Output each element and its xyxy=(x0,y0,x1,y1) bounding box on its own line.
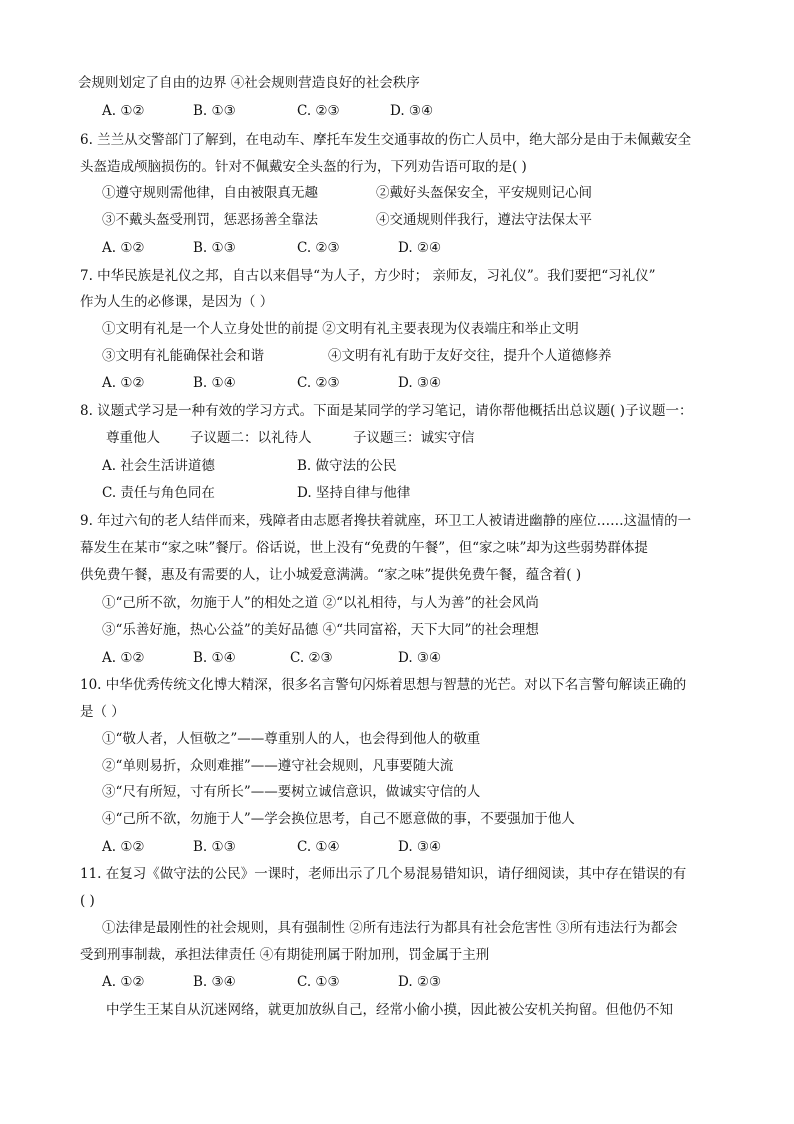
statement-4: ④文明有礼有助于友好交往，提升个人道德修养 xyxy=(328,348,612,364)
option-c: C. 责任与角色同在 xyxy=(102,485,215,501)
option-b: B. 做守法的公民 xyxy=(297,458,397,474)
option-c: C. ①③ xyxy=(297,974,340,990)
option-c: C. ②③ xyxy=(297,103,340,119)
option-d: D. ③④ xyxy=(398,375,442,391)
question-12-stem: 中学生王某自从沉迷网络，就更加放纵自己，经常小偷小摸，因此被公安机关拘留。但他仍不知 xyxy=(106,1002,673,1018)
statement-line: ③“乐善好施，热心公益”的美好品德 ④“共同富裕，天下大同”的社会理想 xyxy=(102,622,539,638)
option-c: C. ②③ xyxy=(297,375,340,391)
option-c: C. ②③ xyxy=(290,650,333,666)
option-b: B. ①③ xyxy=(193,240,236,256)
question-8-stem: 8. 议题式学习是一种有效的学习方式。下面是某同学的学习笔记，请你帮他概括出总议题( )子议题一： xyxy=(80,403,693,419)
question-9-stem: 9. 年过六旬的老人结伴而来，残障者由志愿者搀扶着就座，环卫工人被请进幽静的座位……这温情的一 xyxy=(80,513,692,529)
option-a: A. ①② xyxy=(102,103,145,119)
question-10-stem: 是（ ） xyxy=(80,704,125,720)
statement-line: 受到刑事制裁，承担法律责任 ④有期徒刑属于附加刑，罚金属于主刑 xyxy=(80,947,490,963)
statement-3: ③不戴头盔受刑罚，惩恶扬善全靠法 xyxy=(102,212,318,228)
statement-line: ①法律是最刚性的社会规则，具有强制性 ②所有违法行为都具有社会危害性 ③所有违法行为都会 xyxy=(102,920,678,936)
sub-topic-3: 子议题三：诚实守信 xyxy=(353,430,475,446)
option-b: B. ①③ xyxy=(193,103,236,119)
option-a: A. 社会生活讲道德 xyxy=(102,458,215,474)
option-d: D. ②④ xyxy=(398,240,442,256)
question-11-stem: ( ) xyxy=(80,893,95,909)
statement-2: ②“单则易折，众则难摧”——遵守社会规则，凡事要随大流 xyxy=(102,758,454,774)
statement-4: ④“己所不欲，勿施于人”—学会换位思考，自己不愿意做的事，不要强加于他人 xyxy=(102,811,575,827)
statement-1: ①遵守规则需他律，自由被限真无趣 xyxy=(102,185,318,201)
question-10-stem: 10. 中华优秀传统文化博大精深，很多名言警句闪烁着思想与智慧的光芒。对以下名言警句解读正确的 xyxy=(80,677,687,693)
question-9-stem: 供免费午餐，惠及有需要的人，让小城爱意满满。“家之味”提供免费午餐，蕴含着( ) xyxy=(80,567,582,583)
option-b: B. ①④ xyxy=(193,650,236,666)
option-c: C. ②③ xyxy=(297,240,340,256)
question-6-stem: 6. 兰兰从交警部门了解到，在电动车、摩托车发生交通事故的伤亡人员中，绝大部分是由于未佩戴安全 xyxy=(80,132,692,148)
option-b: B. ①③ xyxy=(193,839,236,855)
option-a: A. ①② xyxy=(102,650,145,666)
option-a: A. ①② xyxy=(102,974,145,990)
statement-4: ④交通规则伴我行，遵法守法保太平 xyxy=(376,212,592,228)
option-d: D. ③④ xyxy=(398,839,442,855)
option-d: D. ③④ xyxy=(398,650,442,666)
option-b: B. ③④ xyxy=(193,974,236,990)
statement-3: ③“尺有所短，寸有所长”——要树立诚信意识，做诚实守信的人 xyxy=(102,784,481,800)
option-d: D. ③④ xyxy=(390,103,434,119)
question-6-stem: 头盔造成颅脑损伤的。针对不佩戴安全头盔的行为，下列劝告语可取的是( ) xyxy=(80,159,527,175)
statement-line: ①“己所不欲，勿施于人”的相处之道 ②“以礼相待，与人为善”的社会风尚 xyxy=(102,595,539,611)
option-d: D. ②③ xyxy=(398,974,442,990)
statement-3: ③文明有礼能确保社会和谐 xyxy=(102,348,264,364)
option-a: A. ①② xyxy=(102,839,145,855)
question-7-stem: 作为人生的必修课，是因为（ ） xyxy=(80,294,274,310)
question-11-stem: 11. 在复习《做守法的公民》一课时，老师出示了几个易混易错知识，请仔细阅读，其中存在错误的有 xyxy=(80,866,687,882)
sub-topic-2: 子议题二：以礼待人 xyxy=(190,430,312,446)
option-a: A. ①② xyxy=(102,240,145,256)
statement-line: ①文明有礼是一个人立身处世的前提 ②文明有礼主要表现为仪表端庄和举止文明 xyxy=(102,321,579,337)
statement-2: ②戴好头盔保安全，平安规则记心间 xyxy=(376,185,592,201)
text-line: 会规则划定了自由的边界 ④社会规则营造良好的社会秩序 xyxy=(78,75,420,91)
option-c: C. ①④ xyxy=(297,839,340,855)
option-d: D. 坚持自律与他律 xyxy=(297,485,411,501)
option-a: A. ①② xyxy=(102,375,145,391)
statement-1: ①“敬人者，人恒敬之”——尊重别人的人，也会得到他人的敬重 xyxy=(102,731,481,747)
option-b: B. ①④ xyxy=(193,375,236,391)
sub-topic-1: 尊重他人 xyxy=(106,430,160,446)
question-7-stem: 7. 中华民族是礼仪之邦，自古以来倡导“为人子，方少时； 亲师友，习礼仪”。我们要把“习礼仪” xyxy=(80,268,656,284)
question-9-stem: 幕发生在某市“家之味”餐厅。俗话说，世上没有“免费的午餐”，但“家之味”却为这些弱势群体提 xyxy=(80,540,648,556)
